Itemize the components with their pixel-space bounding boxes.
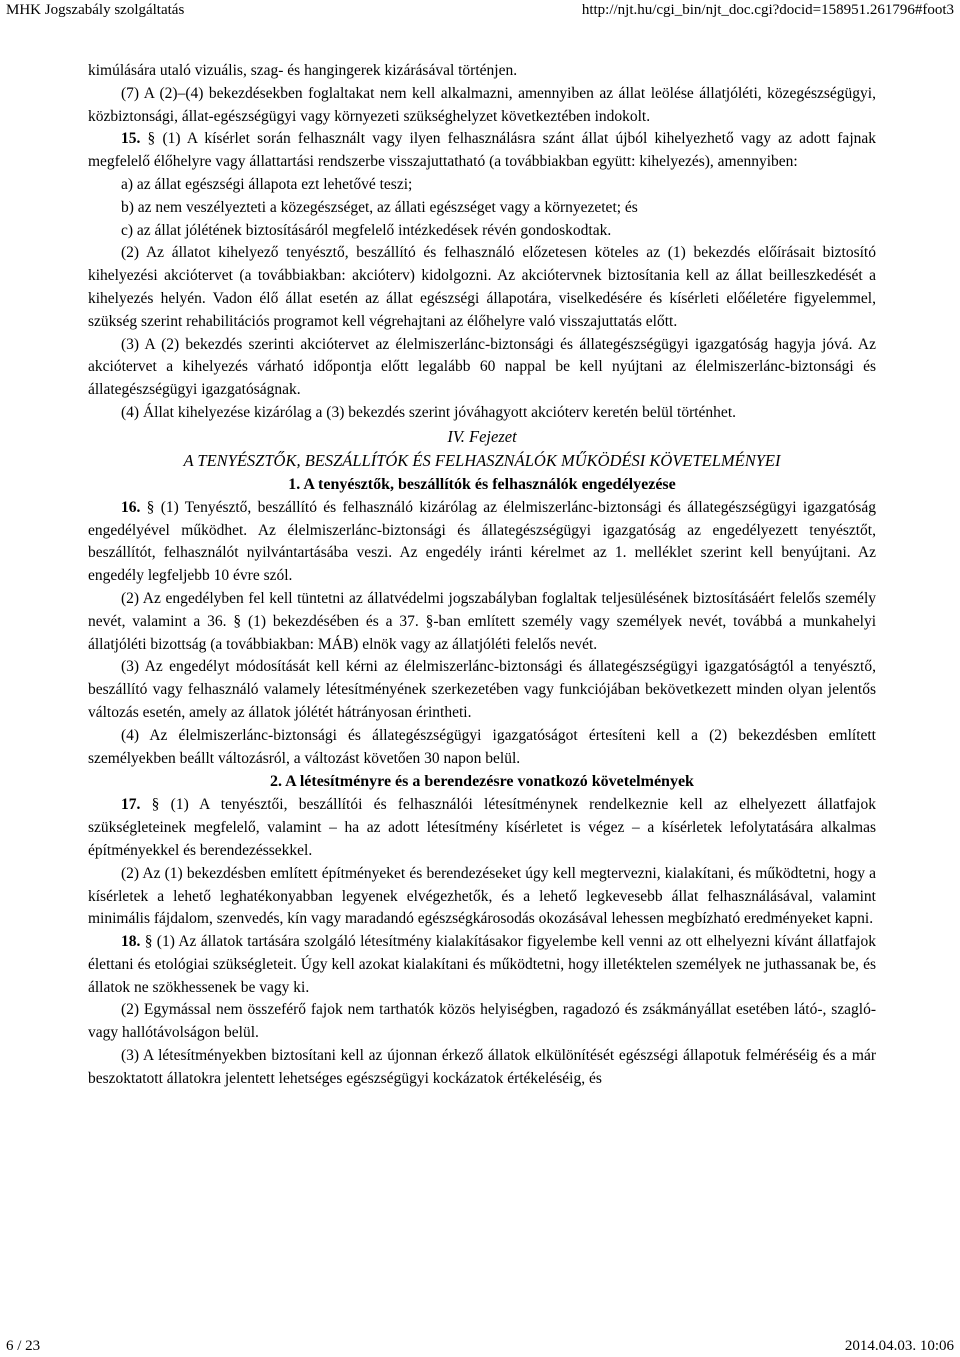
paragraph-intro: kimúlására utaló vizuális, szag- és hangingerek kizárásával történjen. — [88, 62, 518, 79]
section-16-para-3: (3) Az engedélyt módosítását kell kérni az élelmiszerlánc-biztonsági és állategészségügyi igazgatóságtól a tenyésztő, beszállító vagy felhasználó valamely létesítményének szerkezetében vagy funkciójában bekövetkezett minden olyan jelentős változás esetén, amely az állatok jólétét hátrányosan érintheti. — [88, 658, 876, 721]
section-17-para-2: (2) Az (1) bekezdésben említett építményeket és berendezéseket úgy kell megtervezni, kialakítani, és működtetni, hogy a kísérletek a lehető leghatékonyabban legyenek elvégezhetők, és a lehető legkevesebb állat felhasználásával, valamint minimális fájdalom, szenvedés, kín vagy maradandó egészségkárosodás okozásával lehessen megbízható eredményeket kapni. — [88, 864, 876, 928]
section-15-para-2: (2) Az állatot kihelyező tenyésztő, beszállító és felhasználó előzetesen köteles az (1) bekezdés előírásait biztosító kihelyezési akciótervet (a továbbiakban: akcióterv) kidolgozni. Az akciótervnek biztosítania kell az állat beilleszkedését a kihelyezés helyén. Vadon élő állat esetén az állat egészségi állapotára, viselkedésére és kísérleti előéletére figyelemmel, szükség szerint rehabilitációs programot kell végrehajtani az élőhelyre való visszajuttatás előtt. — [88, 244, 876, 330]
print-header — [0, 0, 960, 20]
section-sign: § — [146, 498, 155, 516]
section-18-para-1: 18. § (1) Az állatok tartására szolgáló létesítmény kialakításakor figyelembe kell venni az ott elhelyezni kívánt állatfajok élettani és etológiai szükségleteit. Úgy kell azokat kialakítani és működtetni, hogy illetéktelen személyek ne juthassanak be, és állatok ne szökhessenek be vagy ki. — [88, 933, 876, 996]
section-18-para-3: (3) A létesítményekben biztosítani kell az újonnan érkező állatok elkülönítését egészségi állapotuk felméréséig és a már beszoktatott állatokra jelentett lehetséges egészségügyi kockázatok értékeléséig, és — [88, 1047, 876, 1087]
section-15-para-4: (4) Állat kihelyezése kizárólag a (3) bekezdés szerint jóváhagyott akcióterv keretén belül történhet. — [121, 403, 736, 421]
section-15-para-1: 15. § (1) A kísérlet során felhasznált vagy ilyen felhasználásra szánt állat újból kihelyezhető vagy az adott fajnak megfelelő élőhelyre vagy állattartási rendszerbe visszajuttatható (a továbbiakban együtt: kihelyezés), amennyiben: — [88, 130, 877, 171]
section-number: 15. — [121, 130, 141, 148]
section-number: 18. — [121, 933, 141, 951]
section-sign: § — [144, 933, 153, 951]
section-sign: § — [151, 796, 160, 814]
list-item-c: c) az állat jólétének biztosításáról megfelelő intézkedések révén gondoskodtak. — [121, 221, 612, 239]
chapter-title: A TENYÉSZTŐK, BESZÁLLÍTÓK ÉS FELHASZNÁLÓK MŰKÖDÉSI KÖVETELMÉNYEI — [183, 450, 781, 470]
section-18-para-2: (2) Egymással nem összeférő fajok nem tarthatók közös helyiségben, ragadozó és zsákmányállat esetében látó-, szagló- vagy hallótávolságon belül. — [88, 1001, 876, 1042]
section-16-para-4: (4) Az élelmiszerlánc-biztonsági és állategészségügyi igazgatóságot értesíteni kell a (2) bekezdésben említett személyekben beállt változásról, a változást követően 30 napon belül. — [88, 726, 876, 767]
page-counter: 6 / 23 — [6, 1338, 41, 1354]
section-number: 17. — [121, 796, 141, 814]
print-footer — [0, 1335, 960, 1357]
section-15-para-3: (3) A (2) bekezdés szerinti akciótervet az élelmiszerlánc-biztonsági és állategészségügyi igazgatóság hagyja jóvá. Az akciótervet a kihelyezés várható időpontja előtt legalább 60 nappal be kell nyújtani az élelmiszerlánc-biztonsági és állategészségügyi igazgatóságnak. — [88, 335, 876, 399]
section-16-para-2: (2) Az engedélyben fel kell tüntetni az állatvédelmi jogszabályban foglaltak teljesülésének biztosításáért felelős személy nevét, valamint a 36. § (1) bekezdésében és a 37. §-ban említett személy vagy személyek nevét, továbbá a munkahelyi állatjóléti bizottság (a továbbiakban: MÁB) elnök vagy az állatjóléti felelős nevét. — [88, 589, 876, 653]
chapter-number: IV. Fejezet — [447, 426, 517, 446]
document-body — [88, 60, 876, 1091]
section-sign: § — [147, 130, 156, 148]
paragraph-14-7: (7) A (2)–(4) bekezdésekben foglaltakat nem kell alkalmazni, amennyiben az állat leölése állatjóléti, közegészségügyi, közbiztonsági, állat-egészségügyi vagy környezeti szükséghelyzet következtében indokolt. — [88, 84, 876, 125]
list-item-a: a) az állat egészségi állapota ezt lehetővé teszi; — [121, 175, 413, 193]
list-item-b: b) az nem veszélyezteti a közegészséget, az állati egészséget vagy a környezetet; és — [121, 198, 638, 216]
section-17-para-1: 17. § (1) A tenyésztői, beszállítói és felhasználói létesítménynek rendelkeznie kell az elhelyezett állatfajok szükségleteinek megfelelő, valamint – ha az adott létesítmény kísérletet is végez – a kísérletek lefolytatására alkalmas építményekkel és berendezéssekkel. — [88, 796, 876, 859]
section-16-para-1: 16. § (1) Tenyésztő, beszállító és felhasználó kizárólag az élelmiszerlánc-biztonsági és állategészségügyi igazgatóság engedélyével működhet. Az élelmiszerlánc-biztonsági és állategészségügyi igazgatóság az engedélyezett tenyésztőt, beszállítót, felhasználót nyilvántartásába veszi. Az engedély iránti kérelmet az 1. melléklet szerint kell benyújtani. Az engedély legfeljebb 10 évre szól. — [88, 498, 876, 585]
section-heading-1: 1. A tenyésztők, beszállítók és felhasználók engedélyezése — [288, 475, 676, 493]
header-url: http://njt.hu/cgi_bin/njt_doc.cgi?docid=158951.261796#foot3 — [581, 2, 954, 18]
section-number: 16. — [121, 498, 141, 516]
header-site-name: MHK Jogszabály szolgáltatás — [6, 2, 185, 18]
print-timestamp: 2014.04.03. 10:06 — [844, 1338, 954, 1354]
section-heading-2: 2. A létesítményre és a berendezésre vonatkozó követelmények — [270, 773, 694, 791]
